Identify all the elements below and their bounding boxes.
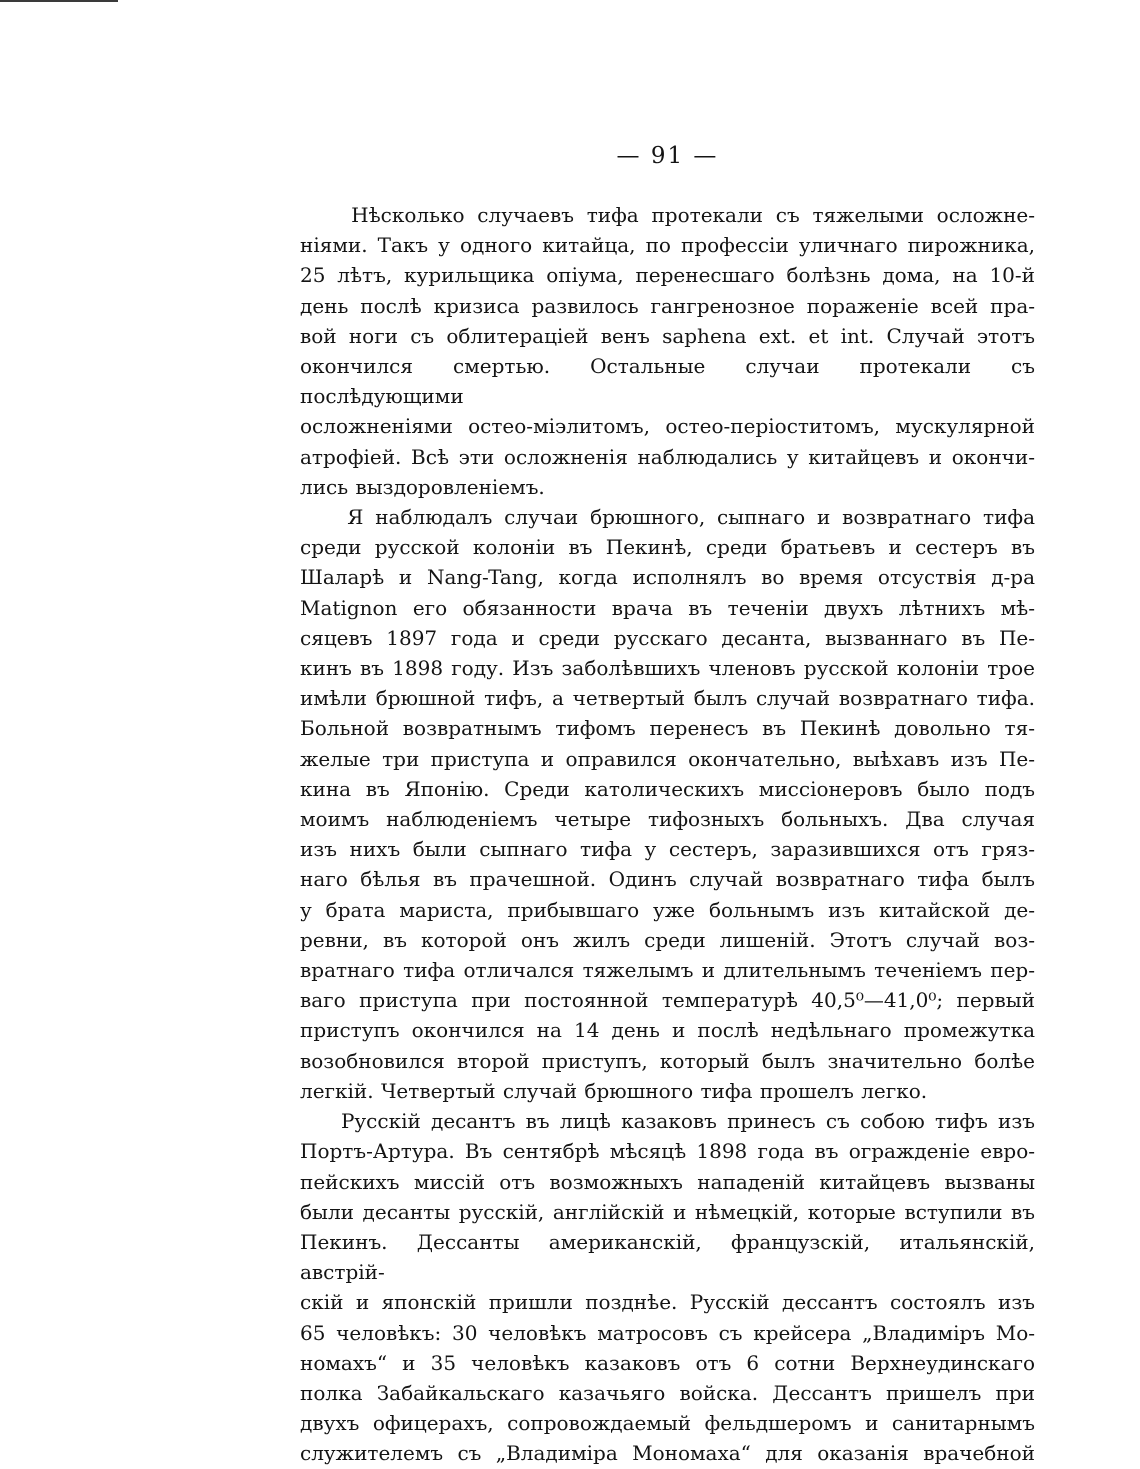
text-line: Шаларѣ и Nang-Tang, когда исполнялъ во время отсуствія д-ра <box>300 565 1035 590</box>
text-line: ревни, въ которой онъ жилъ среди лишеній. Этотъ случай воз- <box>300 927 1035 952</box>
text-line: были десанты русскій, англійскій и нѣмецкій, которые вступили въ <box>300 1199 1035 1224</box>
scan-edge-mark <box>0 0 118 2</box>
text-line: номахъ“ и 35 человѣкъ казаковъ отъ 6 сотни Верхнеудинскаго <box>300 1350 1035 1375</box>
text-line: Пекинъ. Дессанты американскій, французскій, итальянскій, австрій- <box>300 1229 1035 1285</box>
text-line: Я наблюдалъ случаи брюшного, сыпнаго и возвратнаго тифа <box>300 505 1035 530</box>
text-line: изъ нихъ были сыпнаго тифа у сестеръ, заразившихся отъ гряз- <box>300 837 1035 862</box>
text-body <box>300 200 1035 1469</box>
text-line: возобновился второй приступъ, который былъ значительно болѣе <box>300 1048 1035 1073</box>
text-line: 25 лѣтъ, курильщика опіума, перенесшаго болѣзнь дома, на 10-й <box>300 263 1035 288</box>
text-line: Нѣсколько случаевъ тифа протекали съ тяжелыми осложне- <box>300 203 1035 227</box>
text-line: служителемъ съ „Владиміра Мономаха“ для оказанія врачебной <box>300 1441 1035 1466</box>
text-line: лись выздоровленіемъ. <box>300 474 545 499</box>
text-line: наго бѣлья въ прачешной. Одинъ случай возвратнаго тифа былъ <box>300 867 1035 892</box>
page-number: — 91 — <box>616 143 719 169</box>
text-line: Русскій десантъ въ лицѣ казаковъ принесъ съ собою тифъ изъ <box>300 1109 1035 1134</box>
text-line: приступъ окончился на 14 день и послѣ недѣльнаго промежутка <box>300 1018 1035 1043</box>
text-line: осложненіями остео-міэлитомъ, остео-періоститомъ, мускулярной <box>300 414 1035 439</box>
text-line: вой ноги съ облитераціей венъ saphena ext. et int. Случай этотъ <box>300 323 1035 348</box>
text-line: вратнаго тифа отличался тяжелымъ и длительнымъ теченіемъ пер- <box>300 958 1035 983</box>
text-line: легкій. Четвертый случай брюшного тифа прошелъ легко. <box>300 1078 928 1103</box>
text-line: ваго приступа при постоянной температурѣ 40,5⁰—41,0⁰; первый <box>300 988 1035 1013</box>
text-line: сяцевъ 1897 года и среди русскаго десанта, вызваннаго въ Пе- <box>300 625 1035 650</box>
text-line: Matignon его обязанности врача въ теченіи двухъ лѣтнихъ мѣ- <box>300 595 1035 620</box>
text-line: день послѣ кризиса развилось гангренозное пораженіе всей пра- <box>300 293 1035 318</box>
text-line: пейскихъ миссій отъ возможныхъ нападеній китайцевъ вызваны <box>300 1169 1035 1194</box>
text-line: кинъ въ 1898 году. Изъ заболѣвшихъ членовъ русской колоніи трое <box>300 656 1035 681</box>
text-line: полка Забайкальскаго казачьяго войска. Дессантъ пришелъ при <box>300 1380 1035 1405</box>
text-line: окончился смертью. Остальные случаи протекали съ послѣдующими <box>300 354 1035 409</box>
text-line: Больной возвратнымъ тифомъ перенесъ въ Пекинѣ довольно тя- <box>300 716 1035 741</box>
text-line: двухъ офицерахъ, сопровождаемый фельдшеромъ и санитарнымъ <box>300 1411 1035 1436</box>
text-line: среди русской колоніи въ Пекинѣ, среди братьевъ и сестеръ въ <box>300 535 1035 560</box>
text-line: Портъ-Артура. Въ сентябрѣ мѣсяцѣ 1898 года въ огражденіе евро- <box>300 1139 1035 1164</box>
text-line: желые три приступа и оправился окончательно, выѣхавъ изъ Пе- <box>300 746 1035 771</box>
text-line: моимъ наблюденіемъ четыре тифозныхъ больныхъ. Два случая <box>300 807 1035 832</box>
text-line: скій и японскій пришли позднѣе. Русскій дессантъ состоялъ изъ <box>300 1290 1035 1315</box>
text-line: имѣли брюшной тифъ, а четвертый былъ случай возвратнаго тифа. <box>300 686 1035 711</box>
paragraph-russian-detachment <box>300 1106 1035 1468</box>
text-line: у брата мариста, прибывшаго уже больнымъ изъ китайской де- <box>300 897 1035 922</box>
text-line: 65 человѣкъ: 30 человѣкъ матросовъ съ крейсера „Владиміръ Мо- <box>300 1320 1035 1345</box>
text-line: кина въ Японію. Среди католическихъ миссіонеровъ было подъ <box>300 776 1035 801</box>
paragraph-observations <box>300 502 1035 1106</box>
text-line: атрофіей. Всѣ эти осложненія наблюдались у китайцевъ и окончи- <box>300 444 1035 469</box>
paragraph-complications <box>300 200 1035 502</box>
text-line: ніями. Такъ у одного китайца, по профессіи уличнаго пирожника, <box>300 233 1035 258</box>
